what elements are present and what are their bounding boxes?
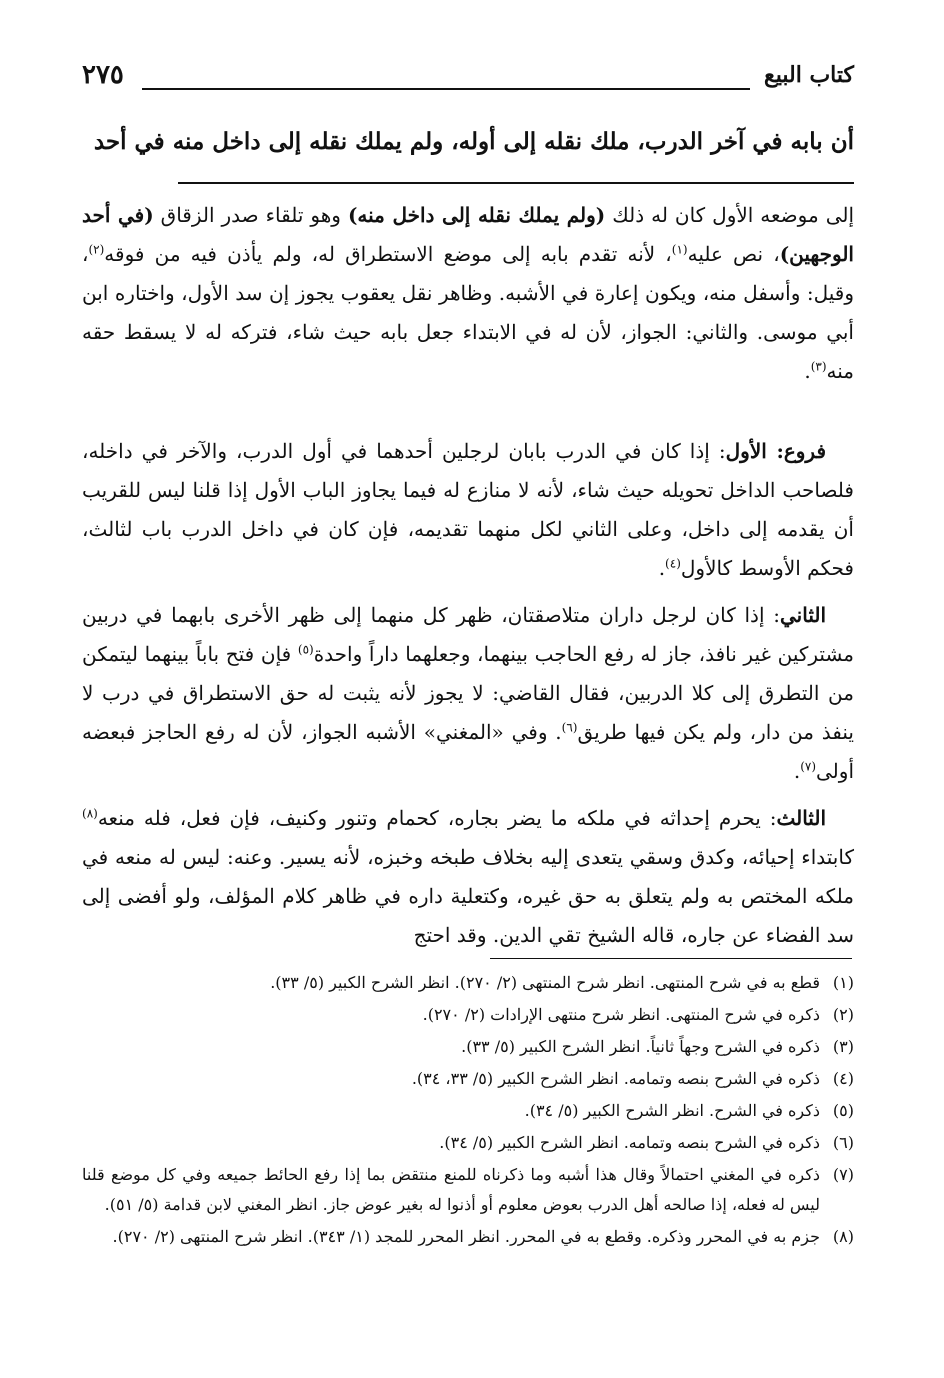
sharh-text: وهو تلقاء صدر الزقاق <box>153 203 348 227</box>
footnote-text: ذكره في الشرح. انظر الشرح الكبير (٥/ ٣٤). <box>524 1101 820 1120</box>
footnotes <box>82 968 854 1254</box>
running-title: كتاب البيع <box>764 62 854 88</box>
sharh-text: . وفي «المغني» الأشبه الجواز، لأن له رفع الحاجز فبعضه أولى <box>82 720 854 783</box>
matn-separator <box>178 182 854 184</box>
sharh-text: كابتداء إحيائه، وكدق وسقي يتعدى إليه بخلاف طبخه وخبزه، لأنه يسير. وعنه: ليس له منعه في ملكه المختص به ولم يتعلق به حق غيره، وكتعلية داره في ظاهر كلام المؤلف، ولو أفضى إلى سد الفضاء عن جاره، قاله الشيخ تقي الدين. وقد احتج <box>82 845 854 947</box>
footnote-number: (٤) <box>832 1069 854 1088</box>
footnote-ref[interactable]: (٨) <box>82 806 98 821</box>
sharh-text: . <box>658 556 666 580</box>
footnote-ref[interactable]: (٥) <box>297 642 314 657</box>
footnote-text: ذكره في الشرح بنصه وتمامه. انظر الشرح الكبير (٥/ ٣٣، ٣٤). <box>411 1069 820 1088</box>
sharh-text: . <box>804 359 811 383</box>
sharh-text: : إذا كان لرجل داران متلاصقتان، ظهر كل منهما إلى ظهر الأخرى بابهما في دربين مشتركين غير نافذ، جاز له رفع الحاجب بينهما، وجعلهما داراً واحدة <box>82 603 855 666</box>
page-header <box>82 58 854 98</box>
sharh-paragraph-1 <box>82 196 854 391</box>
footnote <box>82 1064 854 1094</box>
footnote <box>82 1000 854 1030</box>
far-heading: فروع: الأول <box>725 439 827 463</box>
far-2 <box>82 596 854 791</box>
footnote-ref[interactable]: (٧) <box>800 759 817 774</box>
quoted-matn: (ولم يملك نقله إلى داخل منه) <box>347 203 606 227</box>
header-rule <box>142 88 750 90</box>
sharh-text: : إذا كان في الدرب بابان لرجلين أحدهما في أول الدرب، والآخر في داخله، فلصاحب الداخل تحويله حيث شاء، لأنه لا منازع له فيما يجاوز الباب الأول إذا قلنا ليس للقريب أن يقدمه إلى داخل، وعلى الثاني لكل منهما تقديمه، فإن كان في داخل الدرب باب لثالث، فحكم الأوسط كالأول <box>82 439 854 580</box>
footnote-number: (٢) <box>832 1005 854 1024</box>
footnote-text: ذكره في المغني احتمالاً وقال هذا أشبه وما ذكرناه للمنع منتقض بما إذا رفع الحائط جميعه وفي كل موضع قلنا ليس له فعله، إذا صالحه أهل الدرب بعوض معلوم أو أذنوا له بغير عوض جاز. انظر المغني لابن قدامة (٥/ ٥١). <box>82 1165 820 1214</box>
sharh-text: ، نص عليه <box>687 242 780 266</box>
footnote-number: (٧) <box>832 1165 854 1184</box>
sharh-text: ، لأنه تقدم بابه إلى موضع الاستطراق له، ولم يأذن فيه من فوقه <box>104 242 672 266</box>
footnote-ref[interactable]: (٤) <box>665 556 681 571</box>
footnote <box>82 1128 854 1158</box>
footnote-ref[interactable]: (١) <box>671 242 688 257</box>
footnote <box>82 1032 854 1062</box>
sharh-text: . <box>793 759 801 783</box>
sharh-text: فإن فتح باباً بينهما ليتمكن من التطرق إلى كلا الدربين، فقال القاضي: لا يجوز لأنه يثبت له حق الاستطراق في درب لا ينفذ من دار، ولم يكن فيها طريق <box>82 642 854 744</box>
footnote-number: (١) <box>832 973 854 992</box>
footnote-text: ذكره في الشرح وجهاً ثانياً. انظر الشرح الكبير (٥/ ٣٣). <box>461 1037 820 1056</box>
quoted-matn: (في أحد الوجهين) <box>82 203 854 266</box>
footnote-number: (٣) <box>832 1037 854 1056</box>
footnote-ref[interactable]: (٦) <box>561 720 578 735</box>
matn-text: أن بابه في آخر الدرب، ملك نقله إلى أوله، ولم يملك نقله إلى داخل منه في أحد <box>93 128 854 155</box>
footnote <box>82 1096 854 1126</box>
footnote <box>82 1222 854 1252</box>
far-1 <box>82 432 854 588</box>
footnote <box>82 1160 854 1220</box>
sharh-text: إلى موضعه الأول كان له ذلك <box>605 203 855 227</box>
far-heading: الثاني <box>779 603 826 627</box>
footnote <box>82 968 854 998</box>
footnote-text: جزم به في المحرر وذكره. وقطع به في المحرر. انظر المحرر للمجد (١/ ٣٤٣). انظر شرح المنتهى (٢/ ٢٧٠). <box>112 1227 820 1246</box>
footnote-text: ذكره في الشرح بنصه وتمامه. انظر الشرح الكبير (٥/ ٣٤). <box>439 1133 820 1152</box>
footnote-number: (٦) <box>832 1133 854 1152</box>
sharh-text: ، وقيل: وأسفل منه، ويكون إعارة في الأشبه. وظاهر نقل يعقوب يجوز إن سد الأول، واختاره ابن أبي موسى. والثاني: الجواز، لأن له في الابتداء جعل بابه حيث شاء، فتركه له لا يسقط حقه منه <box>82 242 854 383</box>
footnote-ref[interactable]: (٣) <box>810 359 827 374</box>
far-heading: الثالث <box>776 806 826 830</box>
furu-section <box>82 432 854 963</box>
footnote-number: (٥) <box>832 1101 854 1120</box>
sharh-text: : يحرم إحداثه في ملكه ما يضر بجاره، كحمام وتنور وكنيف، فإن فعل، فله منعه <box>97 806 777 830</box>
footnote-ref[interactable]: (٢) <box>88 242 105 257</box>
footnote-text: ذكره في شرح المنتهى. انظر شرح منتهى الإرادات (٢/ ٢٧٠). <box>422 1005 820 1024</box>
far-3 <box>82 799 854 955</box>
footnote-separator <box>490 958 852 959</box>
page-number: ٢٧٥ <box>82 60 124 90</box>
footnote-number: (٨) <box>832 1227 854 1246</box>
footnote-text: قطع به في شرح المنتهى. انظر شرح المنتهى (٢/ ٢٧٠). انظر الشرح الكبير (٥/ ٣٣). <box>270 973 820 992</box>
